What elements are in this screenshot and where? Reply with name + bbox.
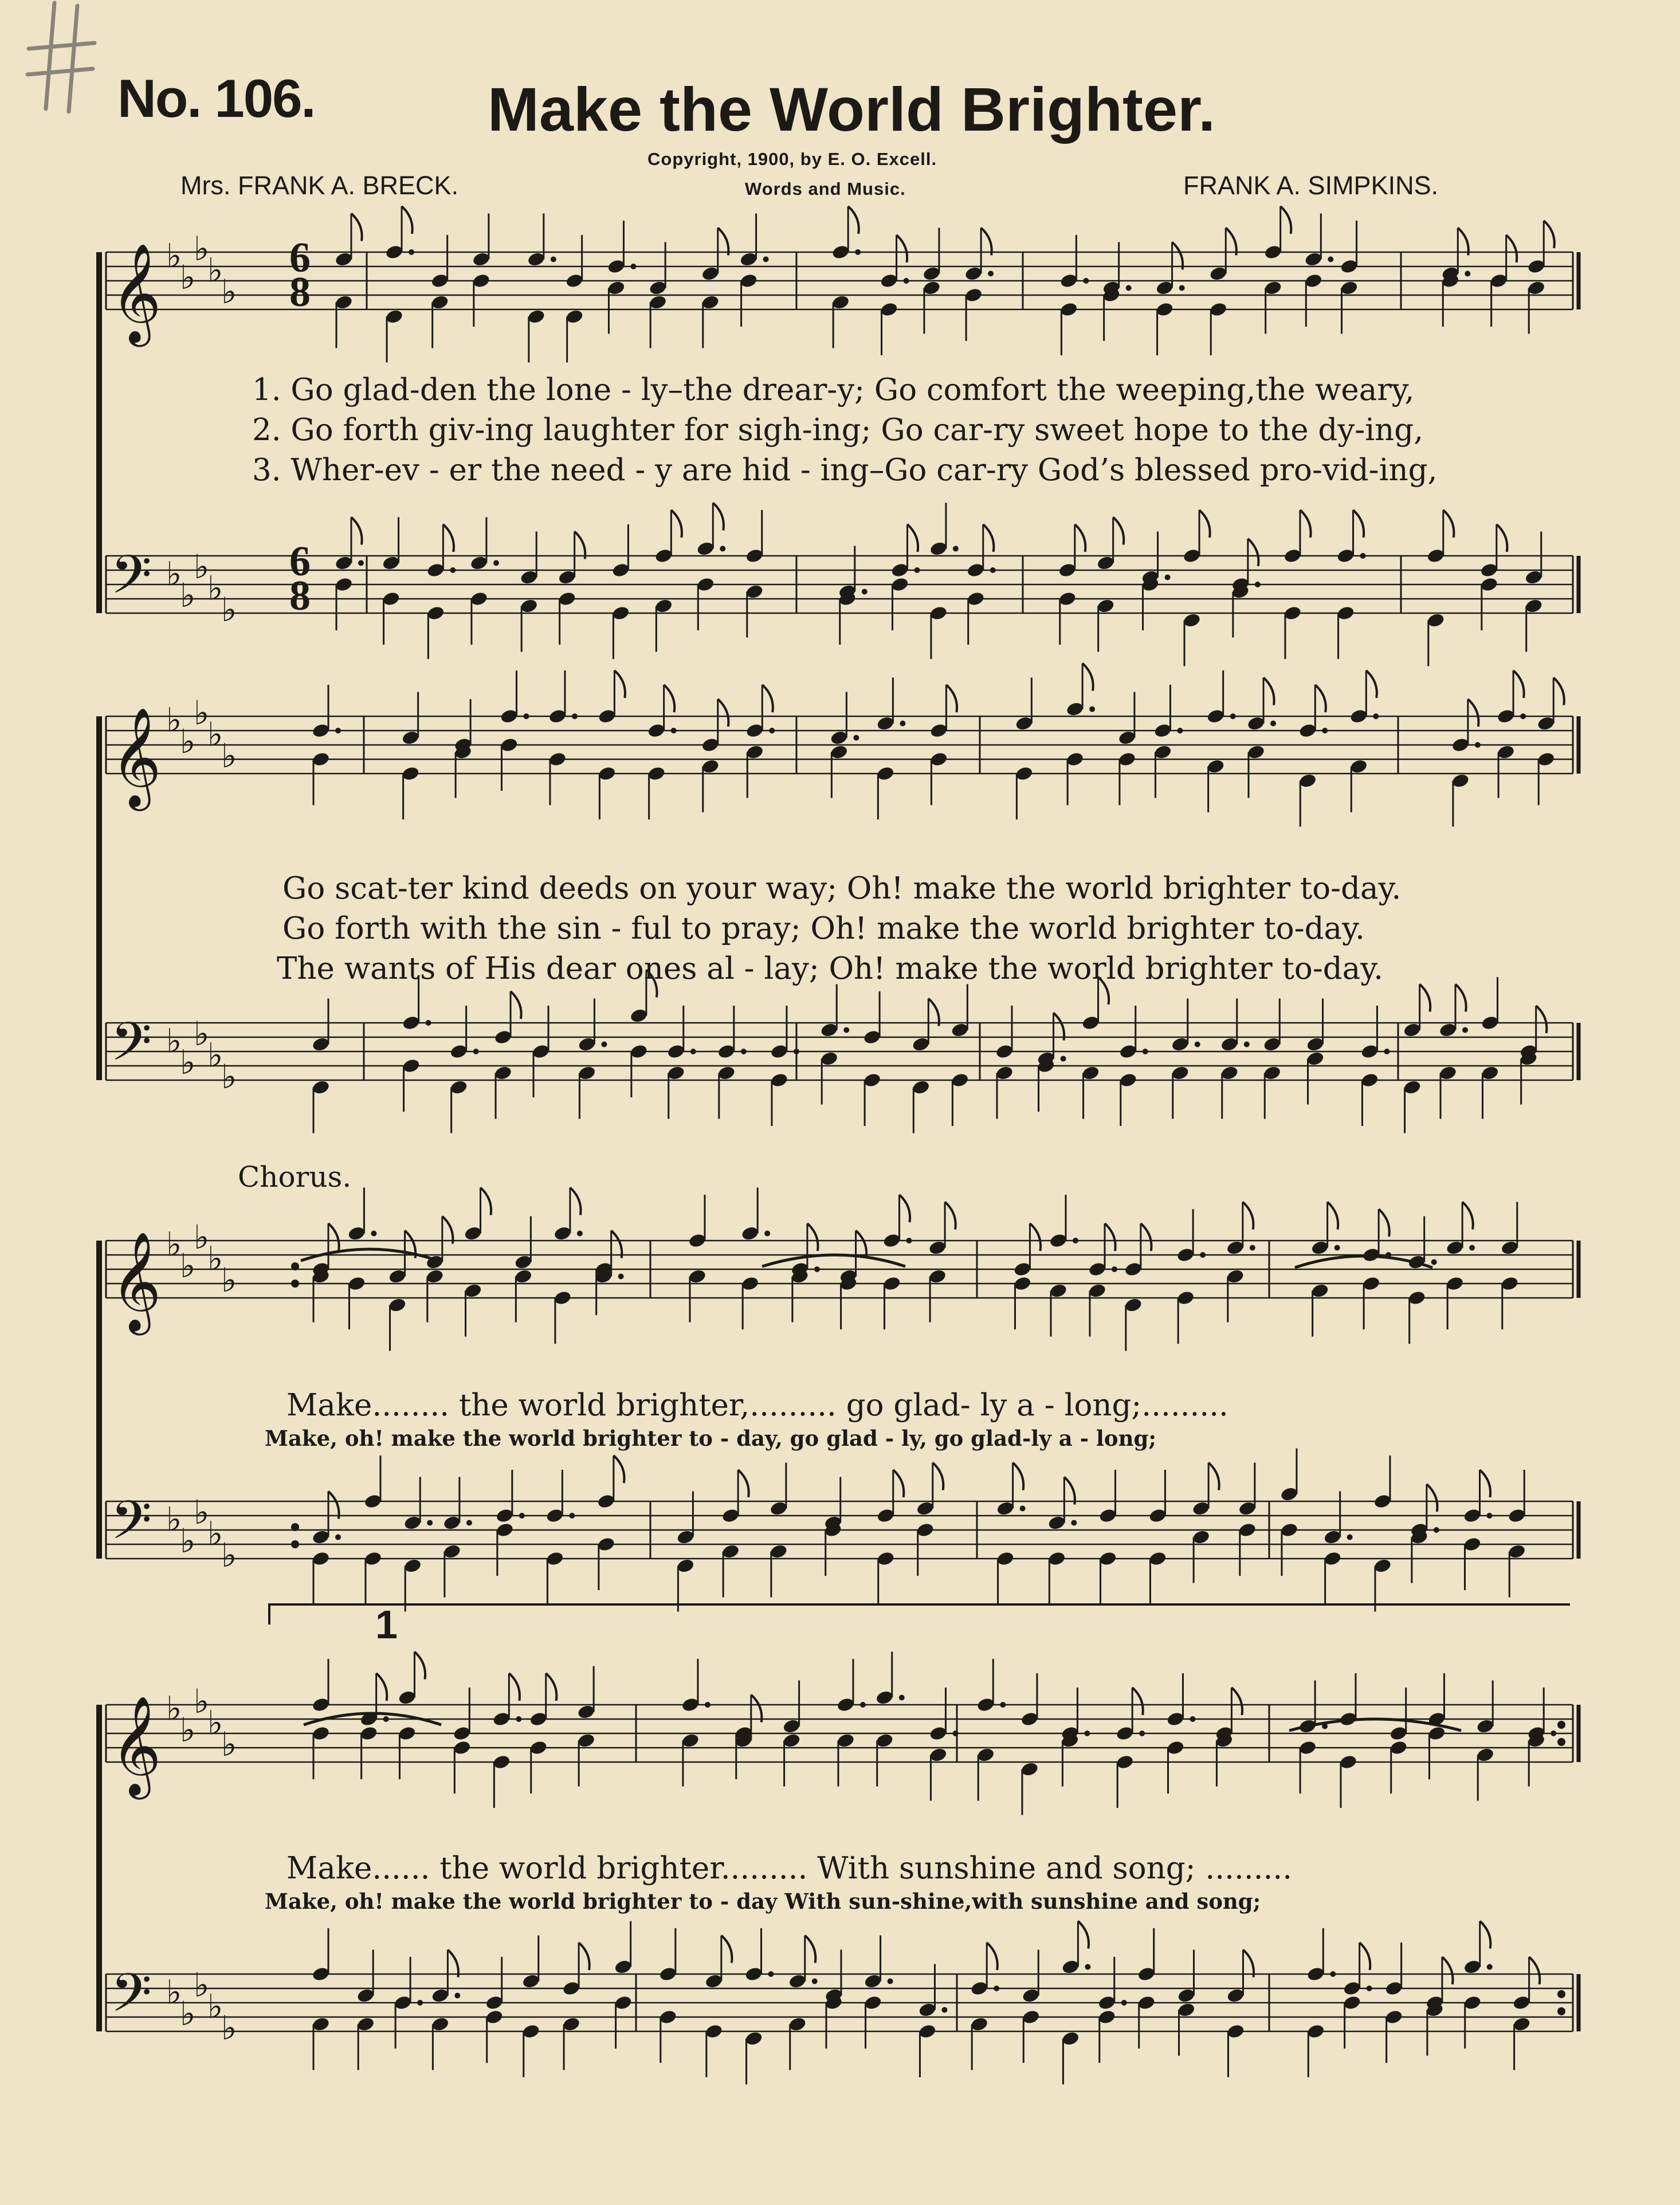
note-flag [893, 1470, 904, 1497]
dot [1328, 257, 1333, 262]
dot [769, 728, 775, 733]
note-flag [718, 699, 729, 727]
key-signature-flat: ♭ [221, 1057, 237, 1096]
note-flag [328, 1492, 339, 1519]
key-signature-flat: ♭ [194, 693, 210, 732]
dot [1270, 721, 1276, 727]
note-flag [328, 1223, 339, 1251]
note-flag [1281, 206, 1292, 234]
treble-clef: 𝄞 [111, 243, 162, 343]
note-flag [1462, 1202, 1473, 1230]
note-flag [1243, 1202, 1254, 1230]
key-signature-flat: ♭ [166, 1225, 182, 1264]
note-flag [1054, 1013, 1065, 1041]
treble-clef: 𝄞 [111, 1696, 162, 1795]
key-signature-flat: ♭ [207, 715, 223, 754]
dot [519, 1513, 525, 1519]
dot [768, 1971, 774, 1977]
dot [577, 1231, 583, 1237]
dot [1462, 1027, 1468, 1033]
dot [1089, 707, 1095, 712]
repeat-dot [291, 1280, 299, 1288]
words-and-music-label: Words and Music. [745, 179, 906, 199]
dot [953, 546, 959, 552]
key-signature-flat: ♭ [194, 1965, 210, 2004]
key-signature-flat: ♭ [194, 1682, 210, 1721]
note-flag [848, 206, 859, 234]
note-flag [1553, 678, 1564, 705]
dot [904, 278, 909, 284]
note-flag [611, 1231, 622, 1258]
note-flag [1513, 670, 1524, 698]
note-flag [1078, 1921, 1089, 1949]
key-signature-flat: ♭ [166, 1972, 182, 2012]
treble-clef: 𝄞 [111, 1231, 162, 1331]
dot [671, 728, 677, 733]
note-flag [1082, 664, 1093, 691]
note-flag [1226, 228, 1237, 256]
dot [1469, 1245, 1475, 1251]
dot [551, 257, 556, 262]
note-flag [762, 685, 773, 712]
note-flag [981, 228, 992, 256]
repeat-dot [291, 1262, 299, 1270]
note-flag [946, 685, 957, 712]
bass-time-signature: 6 8 [289, 538, 311, 619]
dot [523, 713, 529, 719]
chorus-line-2-echo: Make, oh! make the world brighter to - day With sun-shine,with sunshine and song; [265, 1889, 1261, 1914]
dot [335, 728, 341, 733]
note-flag [805, 1936, 816, 1963]
key-signature-flat: ♭ [194, 547, 210, 586]
note-flag [907, 524, 918, 552]
note-flag [1113, 517, 1124, 545]
dot [1020, 1506, 1026, 1512]
key-signature-flat: ♭ [194, 229, 210, 268]
note-flag [1479, 1470, 1490, 1497]
note-flag [570, 1188, 581, 1215]
dot [1112, 1266, 1117, 1272]
note-flag [1328, 1202, 1338, 1230]
dot [1121, 2000, 1127, 2006]
key-signature-flat: ♭ [194, 1493, 210, 1532]
dot [794, 1049, 799, 1054]
note-flag [1243, 1950, 1254, 1978]
verse-2-line-2: Go forth with the sin - ful to pray; Oh! make the world brighter to-day. [282, 911, 1365, 946]
note-flag [1248, 539, 1259, 566]
dot [860, 1702, 866, 1708]
key-signature-flat: ♭ [207, 1239, 223, 1278]
dot [630, 264, 636, 269]
note-flag [1172, 242, 1183, 270]
dot [1360, 553, 1366, 559]
key-signature-flat: ♭ [221, 736, 237, 775]
dot [358, 560, 364, 566]
note-flag [1468, 699, 1479, 727]
dot [1551, 1731, 1556, 1736]
repeat-dot [1557, 1721, 1565, 1729]
key-signature-flat: ♭ [180, 1521, 196, 1560]
key-signature-flat: ♭ [180, 1994, 196, 2033]
note-flag [1420, 984, 1431, 1012]
dot [1073, 1238, 1078, 1243]
key-signature-flat: ♭ [180, 722, 196, 761]
dot [371, 1231, 376, 1237]
key-signature-flat: ♭ [207, 1987, 223, 2026]
key-signature-flat: ♭ [207, 1703, 223, 1743]
dot [1255, 582, 1261, 587]
dot [1434, 1527, 1439, 1533]
note-flag [1141, 1223, 1152, 1251]
dot [618, 1274, 624, 1280]
note-flag [856, 1231, 867, 1258]
dot [450, 567, 456, 573]
dot [1084, 1731, 1090, 1736]
verse-3-line-1: 3. Wher-ev - er the need - y are hid - ing–Go car-ry God’s blessed pro-vid-ing, [252, 453, 1438, 488]
repeat-dot [291, 1540, 299, 1548]
bass-clef: 𝄢 [111, 544, 152, 619]
note-flag [448, 1950, 458, 1978]
key-signature-flat: ♭ [180, 576, 196, 615]
dot [855, 249, 861, 255]
note-flag [614, 670, 625, 698]
first-ending-number: 1 [375, 1602, 398, 1647]
note-flag [1132, 1688, 1143, 1715]
note-flag [713, 503, 724, 531]
dot [994, 1986, 999, 1991]
key-signature-flat: ♭ [194, 1014, 210, 1053]
hymn-title: Make the World Brighter. [487, 74, 1216, 144]
dot [1330, 1971, 1336, 1977]
dot [899, 1695, 905, 1701]
dot [741, 1049, 747, 1054]
dot [914, 567, 920, 573]
key-signature-flat: ♭ [207, 568, 223, 608]
dot [1200, 1252, 1206, 1258]
note-flag [900, 1195, 910, 1222]
dot [853, 735, 859, 741]
dot [720, 546, 725, 552]
dot [1347, 1535, 1353, 1540]
dot [1475, 742, 1481, 748]
key-signature-flat: ♭ [166, 1689, 182, 1728]
verse-3-line-2: The wants of His dear ones al - lay; Oh! make the world brighter to-day. [277, 951, 1384, 986]
note-flag [1529, 1957, 1540, 1984]
note-flag [738, 1470, 749, 1497]
dot [941, 2007, 947, 2013]
dot [417, 2000, 423, 2006]
note-flag [945, 1202, 956, 1230]
dot [1431, 1260, 1437, 1265]
key-signature-flat: ♭ [221, 1536, 237, 1575]
note-flag [1013, 1463, 1024, 1490]
dot [900, 721, 905, 727]
note-flag [614, 1455, 625, 1483]
dot [1520, 713, 1526, 719]
dot [1367, 1986, 1372, 1991]
note-flag [1231, 1688, 1242, 1715]
dot [427, 1520, 433, 1526]
dot [1465, 271, 1470, 277]
note-flag [671, 510, 682, 537]
key-signature-flat: ♭ [166, 1021, 182, 1061]
dot [1071, 1520, 1077, 1526]
chorus-line-1-main: Make........ the world brighter,......... go glad- ly a - long;......... [286, 1388, 1228, 1423]
composer-credit: FRANK A. SIMPKINS. [1183, 171, 1439, 200]
note-flag [579, 1943, 590, 1970]
dot [1244, 1042, 1250, 1047]
dot [1126, 285, 1132, 291]
note-flag [721, 1936, 732, 1963]
dot [888, 1979, 893, 1984]
dot [1195, 1042, 1200, 1047]
note-flag [1379, 1209, 1389, 1237]
dot [990, 567, 996, 573]
key-signature-flat: ♭ [180, 1043, 196, 1082]
note-flag [1030, 1223, 1041, 1251]
key-signature-flat: ♭ [221, 1725, 237, 1764]
dot [1179, 285, 1185, 291]
dot [1373, 713, 1379, 719]
treble-time-signature: 6 8 [289, 234, 311, 316]
bass-clef: 𝄢 [111, 1963, 152, 2037]
note-flag [481, 1188, 492, 1215]
note-flag [351, 214, 362, 241]
dot [1139, 1731, 1145, 1736]
note-flag [807, 1223, 818, 1251]
note-flag [1208, 1463, 1219, 1490]
note-flag [664, 685, 675, 712]
note-flag [987, 1943, 998, 1970]
note-flag [1427, 1484, 1438, 1512]
chorus-label: Chorus. [238, 1160, 352, 1194]
chorus-line-1-echo: Make, oh! make the world brighter to - day, go glad - ly, go glad-ly a - long; [265, 1426, 1157, 1451]
dot [1190, 1716, 1195, 1722]
note-flag [1480, 1921, 1491, 1949]
note-flag [1199, 510, 1210, 537]
dot [988, 271, 994, 277]
key-signature-flat: ♭ [207, 250, 223, 290]
dot [335, 1535, 341, 1540]
note-flag [718, 228, 729, 256]
dot [843, 1027, 849, 1033]
key-signature-flat: ♭ [180, 258, 196, 297]
key-signature-flat: ♭ [221, 272, 237, 311]
author-credit: Mrs. FRANK A. BRECK. [180, 171, 459, 200]
note-flag [376, 1673, 387, 1701]
verse-2-line-1: 2. Go forth giv-ing laughter for sigh-ing; Go car-ry sweet hope to the dy-ing, [252, 413, 1424, 448]
dot [764, 1231, 770, 1237]
dot [569, 1513, 575, 1519]
dot [454, 1993, 460, 1999]
dot [1487, 1964, 1493, 1970]
note-flag [983, 524, 994, 552]
note-flag [1442, 1957, 1453, 1984]
dot [473, 1049, 479, 1054]
dot [1143, 1049, 1148, 1054]
note-flag [1366, 670, 1377, 698]
dot [409, 249, 414, 255]
note-flag [546, 1673, 557, 1701]
dot [601, 1042, 607, 1047]
note-flag [509, 1673, 520, 1701]
note-flag [511, 991, 521, 1019]
key-signature-flat: ♭ [166, 554, 182, 594]
note-flag [1105, 1223, 1116, 1251]
note-flag [443, 524, 454, 552]
dot [493, 560, 499, 566]
note-flag [402, 206, 413, 234]
repeat-dot [1557, 1990, 1565, 1998]
dot [1061, 1056, 1066, 1062]
dot [572, 713, 578, 719]
note-flag [575, 532, 586, 559]
note-flag [1443, 510, 1454, 537]
dot [383, 1716, 389, 1722]
dot [466, 1520, 472, 1526]
dot [705, 1702, 711, 1708]
note-flag [351, 517, 362, 545]
copyright-notice: Copyright, 1900, by E. O. Excell. [647, 149, 937, 169]
hymn-number: No. 106. [117, 68, 315, 128]
note-flag [1263, 678, 1274, 705]
key-signature-flat: ♭ [166, 236, 182, 276]
note-flag [1075, 524, 1086, 552]
note-flag [1455, 984, 1466, 1012]
note-flag [928, 999, 939, 1026]
dot [952, 1731, 958, 1736]
dot [426, 1020, 431, 1026]
note-flag [1353, 510, 1364, 537]
repeat-dot [1557, 2007, 1565, 2015]
note-flag [1064, 1477, 1075, 1505]
dot [814, 1266, 820, 1272]
dot [1165, 575, 1171, 580]
note-flag [897, 235, 908, 262]
key-signature-flat: ♭ [194, 1218, 210, 1257]
dot [862, 589, 868, 595]
key-signature-flat: ♭ [207, 1035, 223, 1075]
chorus-line-2-main: Make...... the world brighter......... With sunshine and song; ......... [286, 1851, 1293, 1886]
dot [1085, 1964, 1090, 1970]
key-signature-flat: ♭ [221, 590, 237, 629]
dot [1486, 1513, 1492, 1519]
dot [1322, 728, 1328, 733]
note-flag [1458, 228, 1469, 256]
key-signature-flat: ♭ [221, 2008, 237, 2047]
note-flag [751, 1695, 762, 1723]
note-flag [442, 1217, 453, 1244]
note-flag [1506, 235, 1517, 262]
verse-1-line-2: Go scat-ter kind deeds on your way; Oh! make the world brighter to-day. [282, 871, 1402, 906]
dot [812, 1979, 818, 1984]
repeat-dot [291, 1523, 299, 1531]
dot [1083, 278, 1089, 284]
dot [1230, 713, 1236, 719]
bass-clef: 𝄢 [111, 1490, 152, 1564]
note-flag [1536, 1006, 1547, 1033]
dot [1334, 1245, 1340, 1251]
dot [906, 1238, 912, 1243]
key-signature-flat: ♭ [166, 700, 182, 740]
verse-1-line-1: 1. Go glad-den the lone - ly–the drear-y; Go comfort the weeping,the weary, [252, 372, 1415, 407]
bass-clef: 𝄢 [111, 1011, 152, 1086]
tie [762, 1255, 905, 1266]
key-signature-flat: ♭ [221, 1261, 237, 1300]
dot [1384, 1049, 1389, 1054]
note-flag [1315, 685, 1326, 712]
key-signature-flat: ♭ [180, 1710, 196, 1749]
key-signature-flat: ♭ [166, 1500, 182, 1539]
note-flag [1497, 524, 1508, 552]
repeat-dot [1557, 1738, 1565, 1746]
dot [1177, 728, 1183, 733]
dot [1000, 1702, 1006, 1708]
dot [1250, 1245, 1255, 1251]
treble-clef: 𝄞 [111, 707, 162, 807]
note-flag [1360, 1943, 1371, 1970]
note-flag [933, 1463, 944, 1490]
dot [690, 1049, 696, 1054]
note-flag [414, 1652, 425, 1680]
dot [516, 1716, 521, 1722]
note-flag [1300, 510, 1311, 537]
note-flag [1544, 221, 1555, 248]
dot [763, 257, 769, 262]
key-signature-flat: ♭ [180, 1246, 196, 1285]
key-signature-flat: ♭ [207, 1514, 223, 1553]
